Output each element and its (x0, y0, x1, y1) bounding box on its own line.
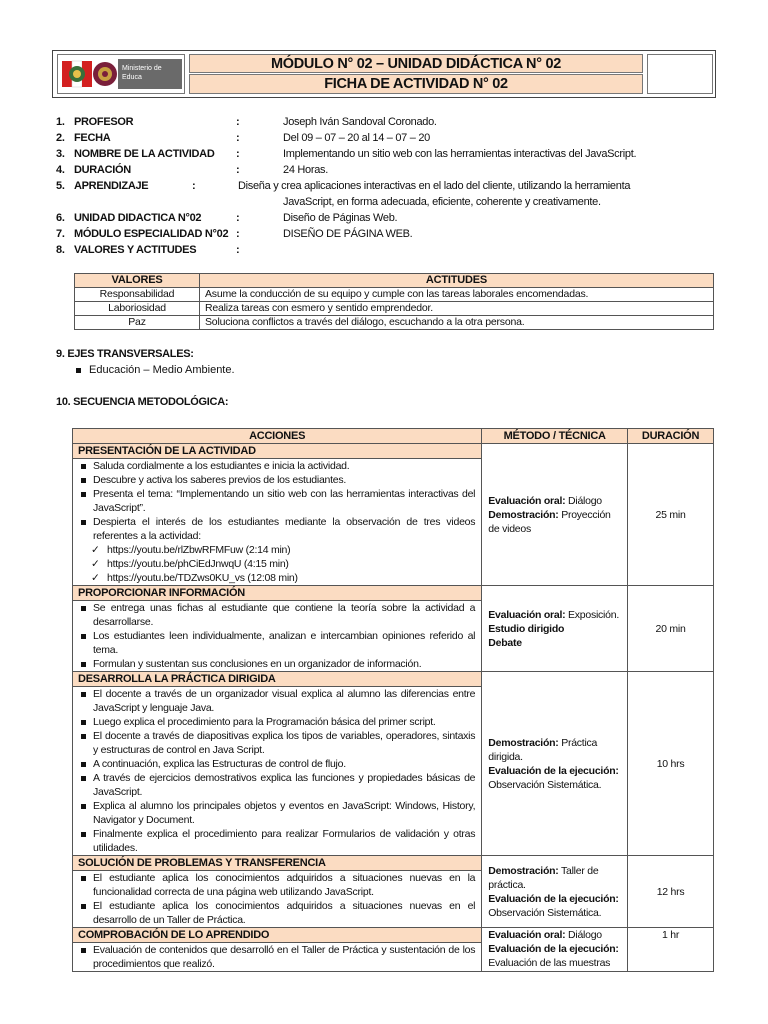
list-item (77, 629, 475, 657)
list-item (77, 657, 475, 671)
info-value: DISEÑO DE PÁGINA WEB. (283, 228, 413, 240)
valor-cell: Paz (75, 316, 200, 330)
info-colon: : (192, 180, 196, 192)
info-label: APRENDIZAJE (74, 180, 149, 192)
method-cell (482, 586, 628, 672)
list-item (77, 899, 475, 927)
info-label: DURACIÓN (74, 164, 131, 176)
info-number: 2. (56, 132, 65, 144)
methodology-header (73, 429, 714, 444)
bullet-icon (81, 804, 86, 809)
info-number: 8. (56, 244, 65, 256)
secuencia-title: 10. SECUENCIA METODOLÓGICA: (56, 396, 229, 408)
bullet-icon (81, 832, 86, 837)
list-item (77, 487, 475, 515)
actions-cell (73, 871, 482, 928)
item-text: Luego explica el procedimiento para la Programación básica del primer script. (93, 716, 436, 728)
bullet-icon (76, 368, 81, 373)
info-row (56, 226, 716, 242)
document-header (52, 50, 716, 98)
item-text: El estudiante aplica los conocimientos adquiridos a situaciones nuevas en la funcionalidad correcta de una página web utilizando JavaScript. (93, 872, 476, 898)
actions-cell (73, 943, 482, 972)
bullet-icon (81, 662, 86, 667)
list-item (77, 715, 475, 729)
info-row (56, 146, 716, 162)
section-title: COMPROBACIÓN DE LO APRENDIDO (73, 928, 482, 943)
bullet-icon (81, 464, 86, 469)
list-item (77, 729, 475, 757)
actions-cell (73, 601, 482, 672)
info-label: FECHA (74, 132, 111, 144)
list-item (76, 364, 235, 376)
info-row-continued (56, 194, 716, 210)
info-row (56, 242, 716, 258)
method-text: Exposición. (565, 608, 619, 621)
activity-sheet-title: FICHA DE ACTIVIDAD N° 02 (189, 74, 643, 94)
method-label: Demostración: (488, 864, 559, 877)
item-text: Formulan y sustentan sus conclusiones en un organizador de información. (93, 658, 422, 670)
method-label: Evaluación oral: (488, 608, 566, 621)
list-item (77, 771, 475, 799)
item-text: Descubre y activa los saberes previos de los estudiantes. (93, 474, 347, 486)
bullet-icon (81, 520, 86, 525)
table-row (75, 316, 714, 330)
info-label: UNIDAD DIDACTICA N°02 (74, 212, 202, 224)
bullet-icon (81, 492, 86, 497)
method-label: Demostración: (488, 508, 559, 521)
item-text: Saluda cordialmente a los estudiantes e inicia la actividad. (93, 460, 350, 472)
method-text: Evaluación de las muestras (488, 957, 611, 969)
method-text: Observación Sistemática. (488, 906, 602, 919)
section-title-row (73, 444, 714, 459)
valor-cell: Responsabilidad (75, 288, 200, 302)
info-number: 6. (56, 212, 65, 224)
checkmark-icon: ✓ (91, 558, 100, 570)
duration-cell: 20 min (628, 586, 714, 672)
list-item (77, 827, 475, 855)
checkmark-icon: ✓ (91, 572, 100, 584)
section-title-row (73, 672, 714, 687)
info-colon: : (236, 164, 240, 176)
bullet-icon (81, 734, 86, 739)
list-item (77, 943, 475, 971)
column-header: ACTITUDES (200, 274, 714, 288)
duration-cell: 10 hrs (628, 672, 714, 856)
duration-cell: 25 min (628, 444, 714, 586)
section-title-row (73, 856, 714, 871)
info-label: NOMBRE DE LA ACTIVIDAD (74, 148, 215, 160)
actitud-cell: Soluciona conflictos a través del diálogo, escuchando a la otra persona. (200, 316, 714, 330)
item-text: El docente a través de diapositivas explica los tipos de variables, operadores, sintaxis y estructuras de control en Java Script. (93, 730, 476, 756)
item-text: Explica al alumno los principales objetos y eventos en JavaScript: Windows, History, Navigator y Document. (93, 800, 476, 826)
video-link[interactable] (91, 543, 481, 557)
actitud-cell: Realiza tareas con esmero y sentido emprendedor. (200, 302, 714, 316)
bullet-icon (81, 776, 86, 781)
ejes-item-text: Educación – Medio Ambiente. (89, 364, 235, 376)
link-text[interactable]: https://youtu.be/TDZws0KU_vs (12:08 min) (107, 572, 298, 584)
method-label: Debate (488, 636, 522, 649)
info-number: 5. (56, 180, 65, 192)
method-text: Observación Sistemática. (488, 778, 602, 791)
list-item (77, 871, 475, 899)
valor-cell: Laboriosidad (75, 302, 200, 316)
method-text: Práctica dirigida. (488, 736, 598, 763)
actitud-cell: Asume la conducción de su equipo y cumple con las tareas laborales encomendadas. (200, 288, 714, 302)
actions-cell (73, 687, 482, 856)
info-value: Del 09 – 07 – 20 al 14 – 07 – 20 (283, 132, 430, 144)
info-value: Implementando un sitio web con las herramientas interactivas del JavaScript. (283, 148, 637, 160)
info-value: Joseph Iván Sandoval Coronado. (283, 116, 437, 128)
info-value: 24 Horas. (283, 164, 328, 176)
info-colon: : (236, 212, 240, 224)
info-list (56, 114, 716, 258)
video-link[interactable] (91, 557, 481, 571)
info-colon: : (236, 244, 240, 256)
info-row (56, 162, 716, 178)
list-item (77, 601, 475, 629)
bullet-icon (81, 606, 86, 611)
method-text: Diálogo (565, 929, 602, 941)
ministry-label: Ministerio de Educa (118, 59, 182, 89)
actions-cell (73, 459, 482, 586)
section-title: DESARROLLA LA PRÁCTICA DIRIGIDA (73, 672, 482, 687)
table-row (75, 288, 714, 302)
info-colon: : (236, 116, 240, 128)
info-value: Diseño de Páginas Web. (283, 212, 398, 224)
section-title: PROPORCIONAR INFORMACIÓN (73, 586, 482, 601)
method-label: Evaluación de la ejecución: (488, 892, 619, 905)
info-row (56, 130, 716, 146)
section-title-row (73, 586, 714, 601)
method-label: Estudio dirigido (488, 622, 565, 635)
method-label: Evaluación oral: (488, 494, 566, 507)
module-title: MÓDULO N° 02 – UNIDAD DIDÁCTICA N° 02 (189, 54, 643, 73)
method-label: Evaluación oral: (488, 929, 566, 941)
info-number: 7. (56, 228, 65, 240)
method-cell (482, 672, 628, 856)
ejes-title: 9. EJES TRANSVERSALES: (56, 348, 194, 360)
section-title-row (73, 928, 714, 943)
bullet-icon (81, 904, 86, 909)
method-label: Demostración: (488, 736, 559, 749)
method-label: Evaluación de la ejecución: (488, 943, 619, 955)
video-links (73, 543, 481, 585)
item-text: Despierta el interés de los estudiantes mediante la observación de tres videos referentes a la actividad: (93, 516, 476, 542)
method-cell (482, 444, 628, 586)
ministry-logo (57, 54, 185, 94)
info-value-continued: JavaScript, en forma adecuada, eficiente, coherente y creativamente. (283, 196, 601, 208)
info-label: VALORES Y ACTITUDES (74, 244, 197, 256)
methodology-table (72, 428, 714, 972)
info-row (56, 210, 716, 226)
item-text: El docente a través de un organizador visual explica al alumno las diferencias entre JavaScript y lenguaje Java. (93, 688, 476, 714)
method-cell (482, 928, 628, 972)
item-text: A través de ejercicios demostrativos explica las funciones y propiedades básicas de JavaScript. (93, 772, 476, 798)
info-colon: : (236, 228, 240, 240)
column-header: VALORES (75, 274, 200, 288)
info-number: 4. (56, 164, 65, 176)
table-row (75, 302, 714, 316)
bullet-icon (81, 876, 86, 881)
column-header: ACCIONES (73, 429, 482, 444)
header-empty-cell (647, 54, 713, 94)
bullet-icon (81, 948, 86, 953)
bullet-icon (81, 762, 86, 767)
duration-cell: 12 hrs (628, 856, 714, 928)
list-item (77, 473, 475, 487)
values-table-header (75, 274, 714, 288)
values-table (74, 273, 714, 330)
info-number: 1. (56, 116, 65, 128)
item-text: Los estudiantes leen individualmente, analizan e intercambian opiniones referido al tema. (93, 630, 476, 656)
section-title: SOLUCIÓN DE PROBLEMAS Y TRANSFERENCIA (73, 856, 482, 871)
peru-crest-icon (62, 57, 96, 91)
list-item (77, 799, 475, 827)
bullet-icon (81, 478, 86, 483)
video-link[interactable] (91, 571, 481, 585)
list-item (77, 515, 475, 543)
list-item (77, 757, 475, 771)
info-number: 3. (56, 148, 65, 160)
method-label: Evaluación de la ejecución: (488, 764, 619, 777)
item-text: Evaluación de contenidos que desarrolló en el Taller de Práctica y sustentación de los procedimientos que realizó. (93, 944, 476, 970)
info-row (56, 114, 716, 130)
seal-icon (92, 57, 118, 91)
column-header: MÉTODO / TÉCNICA (482, 429, 628, 444)
info-row (56, 178, 716, 194)
column-header: DURACIÓN (628, 429, 714, 444)
checkmark-icon: ✓ (91, 544, 100, 556)
link-text[interactable]: https://youtu.be/phCiEdJnwqU (4:15 min) (107, 558, 289, 570)
info-colon: : (236, 132, 240, 144)
method-text: Proyección de videos (488, 508, 611, 535)
method-text: Diálogo (565, 494, 602, 507)
list-item (77, 459, 475, 473)
info-label: MÓDULO ESPECIALIDAD N°02 (74, 228, 229, 240)
method-cell (482, 856, 628, 928)
link-text[interactable]: https://youtu.be/rlZbwRFMFuw (2:14 min) (107, 544, 291, 556)
bullet-icon (81, 634, 86, 639)
section-title: PRESENTACIÓN DE LA ACTIVIDAD (73, 444, 482, 459)
item-text: Finalmente explica el procedimiento para realizar Formularios de validación y otras utilidades. (93, 828, 476, 854)
item-text: A continuación, explica las Estructuras de control de flujo. (93, 758, 346, 770)
bullet-icon (81, 692, 86, 697)
method-text: Taller de práctica. (488, 864, 599, 891)
item-text: Se entrega unas fichas al estudiante que contiene la teoría sobre la actividad a desarrollarse. (93, 602, 476, 628)
info-label: PROFESOR (74, 116, 134, 128)
info-value: Diseña y crea aplicaciones interactivas en el lado del cliente, utilizando la herramienta (238, 180, 631, 192)
list-item (77, 687, 475, 715)
item-text: El estudiante aplica los conocimientos adquiridos a situaciones nuevas en el desarrollo de un Taller de Práctica. (93, 900, 476, 926)
duration-cell: 1 hr (628, 928, 714, 972)
bullet-icon (81, 720, 86, 725)
info-colon: : (236, 148, 240, 160)
item-text: Presenta el tema: “Implementando un sitio web con las herramientas interactivas del JavaScript”. (93, 488, 476, 514)
